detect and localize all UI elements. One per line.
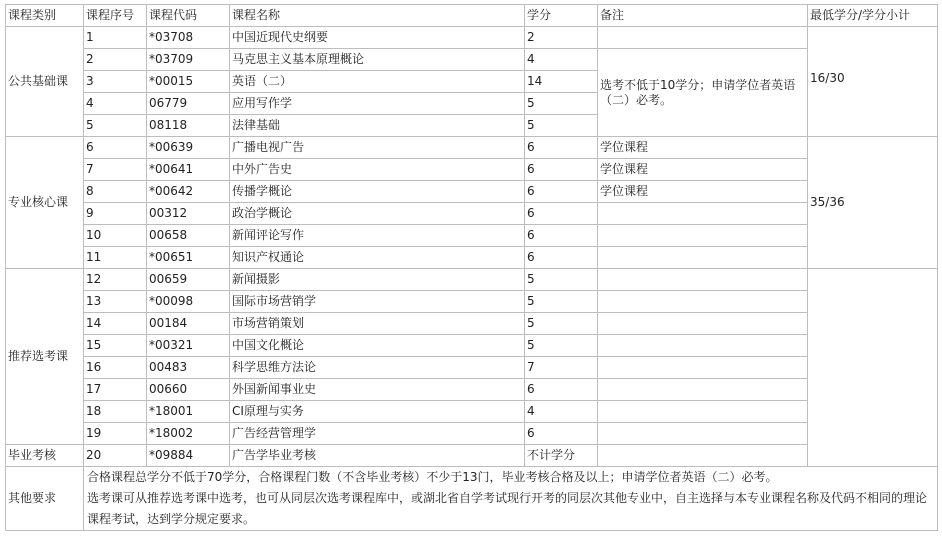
course-number: 4 [84, 93, 147, 115]
course-credit: 4 [525, 49, 598, 71]
requirement-line-2: 选考课可从推荐选考课中选考，也可从同层次选考课程库中，或湖北省自学考试现行开考的同层次其他专业中，自主选择与本专业课程名称及代码不相同的理论课程考试，达到学分规定要求。 [87, 491, 928, 526]
course-code: 00658 [147, 225, 230, 247]
course-number: 10 [84, 225, 147, 247]
course-code: *18002 [147, 423, 230, 445]
note-cell: 学位课程 [598, 181, 808, 203]
table-row [6, 269, 938, 291]
course-code: 06779 [147, 93, 230, 115]
course-code: *00639 [147, 137, 230, 159]
note-cell [598, 401, 808, 423]
course-number: 14 [84, 313, 147, 335]
requirement-line-1: 合格课程总学分不低于70学分，合格课程门数（不含毕业考核）不少于13门，毕业考核合格及以上；申请学位者英语（二）必考。 [87, 470, 778, 484]
course-code: *00641 [147, 159, 230, 181]
course-code: 00659 [147, 269, 230, 291]
table-row [6, 159, 938, 181]
header-subtotal: 最低学分/学分小计 [808, 5, 938, 27]
course-number: 17 [84, 379, 147, 401]
course-name: 法律基础 [230, 115, 525, 137]
table-row [6, 247, 938, 269]
course-number: 19 [84, 423, 147, 445]
note-cell: 学位课程 [598, 137, 808, 159]
course-credit: 6 [525, 379, 598, 401]
table-row [6, 27, 938, 49]
course-credit: 6 [525, 137, 598, 159]
course-name: 英语（二） [230, 71, 525, 93]
course-name: 国际市场营销学 [230, 291, 525, 313]
course-code: *09884 [147, 445, 230, 467]
course-code: *00015 [147, 71, 230, 93]
course-number: 13 [84, 291, 147, 313]
subtotal-cell: 35/36 [808, 137, 938, 269]
note-cell [598, 291, 808, 313]
header-credit: 学分 [525, 5, 598, 27]
table-row [6, 137, 938, 159]
course-code: *00651 [147, 247, 230, 269]
header-name: 课程名称 [230, 5, 525, 27]
header-number: 课程序号 [84, 5, 147, 27]
course-credit: 6 [525, 247, 598, 269]
course-name: 中国近现代史纲要 [230, 27, 525, 49]
note-cell [598, 225, 808, 247]
table-row [6, 225, 938, 247]
course-credit: 6 [525, 203, 598, 225]
course-name: 中国文化概论 [230, 335, 525, 357]
course-number: 3 [84, 71, 147, 93]
course-credit: 5 [525, 269, 598, 291]
course-name: 新闻摄影 [230, 269, 525, 291]
course-code: *00098 [147, 291, 230, 313]
note-cell [598, 313, 808, 335]
other-requirements-text [84, 467, 938, 531]
note-cell [598, 27, 808, 49]
note-cell [598, 203, 808, 225]
course-credit: 6 [525, 423, 598, 445]
course-name: 外国新闻事业史 [230, 379, 525, 401]
note-cell [598, 379, 808, 401]
table-row [6, 335, 938, 357]
course-plan-table [5, 4, 938, 531]
category-cell: 推荐选考课 [6, 269, 84, 445]
course-number: 1 [84, 27, 147, 49]
course-number: 2 [84, 49, 147, 71]
course-name: 广播电视广告 [230, 137, 525, 159]
other-requirements-label: 其他要求 [6, 467, 84, 531]
category-cell: 公共基础课 [6, 27, 84, 137]
course-number: 8 [84, 181, 147, 203]
course-number: 7 [84, 159, 147, 181]
course-name: 应用写作学 [230, 93, 525, 115]
header-note: 备注 [598, 5, 808, 27]
category-cell: 毕业考核 [6, 445, 84, 467]
course-name: 马克思主义基本原理概论 [230, 49, 525, 71]
course-credit: 14 [525, 71, 598, 93]
cropped-footer-text [20, 530, 220, 536]
course-code: 00184 [147, 313, 230, 335]
table-row [6, 445, 938, 467]
course-credit: 6 [525, 181, 598, 203]
course-name: 中外广告史 [230, 159, 525, 181]
note-cell [598, 247, 808, 269]
note-cell [598, 335, 808, 357]
course-name: 政治学概论 [230, 203, 525, 225]
course-credit: 7 [525, 357, 598, 379]
course-credit: 5 [525, 335, 598, 357]
table-row [6, 357, 938, 379]
course-name: 科学思维方法论 [230, 357, 525, 379]
table-row [6, 379, 938, 401]
course-code: 00312 [147, 203, 230, 225]
header-category: 课程类别 [6, 5, 84, 27]
table-row [6, 401, 938, 423]
course-code: 08118 [147, 115, 230, 137]
course-code: *18001 [147, 401, 230, 423]
course-number: 11 [84, 247, 147, 269]
course-number: 6 [84, 137, 147, 159]
course-code: 00483 [147, 357, 230, 379]
course-number: 9 [84, 203, 147, 225]
note-cell [598, 269, 808, 291]
course-credit: 4 [525, 401, 598, 423]
other-requirements-row [6, 467, 938, 531]
course-credit: 5 [525, 313, 598, 335]
subtotal-cell [808, 269, 938, 467]
course-credit: 5 [525, 93, 598, 115]
course-name: 传播学概论 [230, 181, 525, 203]
course-name: 市场营销策划 [230, 313, 525, 335]
course-credit: 不计学分 [525, 445, 598, 467]
table-row [6, 203, 938, 225]
course-code: *03708 [147, 27, 230, 49]
note-cell: 选考不低于10学分；申请学位者英语（二）必考。 [598, 49, 808, 137]
note-cell: 学位课程 [598, 159, 808, 181]
course-name: 新闻评论写作 [230, 225, 525, 247]
course-number: 5 [84, 115, 147, 137]
category-cell: 专业核心课 [6, 137, 84, 269]
course-number: 20 [84, 445, 147, 467]
note-cell [598, 423, 808, 445]
course-code: *00642 [147, 181, 230, 203]
table-row [6, 49, 938, 71]
note-cell [598, 445, 808, 467]
header-row [6, 5, 938, 27]
course-code: *00321 [147, 335, 230, 357]
table-row [6, 423, 938, 445]
note-cell [598, 357, 808, 379]
course-code: 00660 [147, 379, 230, 401]
course-name: 广告学毕业考核 [230, 445, 525, 467]
course-credit: 6 [525, 225, 598, 247]
course-name: CI原理与实务 [230, 401, 525, 423]
course-name: 广告经营管理学 [230, 423, 525, 445]
course-credit: 6 [525, 159, 598, 181]
course-credit: 5 [525, 291, 598, 313]
course-credit: 5 [525, 115, 598, 137]
course-number: 12 [84, 269, 147, 291]
subtotal-cell: 16/30 [808, 27, 938, 137]
course-code: *03709 [147, 49, 230, 71]
course-number: 16 [84, 357, 147, 379]
table-row [6, 291, 938, 313]
course-name: 知识产权通论 [230, 247, 525, 269]
table-row [6, 181, 938, 203]
header-code: 课程代码 [147, 5, 230, 27]
course-number: 18 [84, 401, 147, 423]
course-number: 15 [84, 335, 147, 357]
table-row [6, 313, 938, 335]
course-credit: 2 [525, 27, 598, 49]
